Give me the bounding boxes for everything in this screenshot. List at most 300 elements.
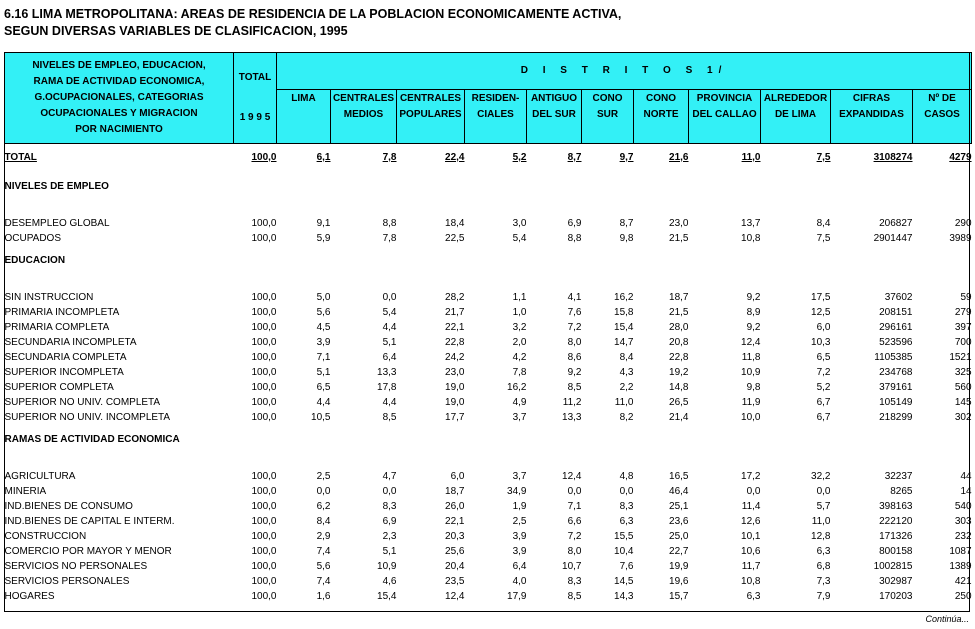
cell-value: 5,2 [816,382,831,393]
row-header-cell [5,53,234,144]
column-header-line: CIALES [477,109,514,120]
cell-value: 1,1 [512,292,527,303]
column-header [527,90,582,144]
row-label: IND.BIENES DE CONSUMO [4,501,133,512]
cell-value: 100,0 [251,591,277,602]
column-header-line: MEDIOS [343,109,384,120]
cell-value: 21,6 [669,152,689,163]
column-header [761,90,831,144]
cell-value: 28,0 [669,322,689,333]
cell-value: 6,0 [816,322,831,333]
cell-value: 15,7 [669,591,689,602]
cell-value: 9,8 [619,233,634,244]
cell-value: 700 [954,337,972,348]
cell-value: 10,9 [741,367,761,378]
cell-value: 12,8 [811,531,831,542]
row-label: SUPERIOR COMPLETA [4,382,114,393]
row-header-line: NIVELES DE EMPLEO, EDUCACION, [32,60,206,71]
cell-value: 8,5 [567,591,582,602]
cell-value: 6,7 [816,412,831,423]
column-header-line: CENTRALES [332,93,395,104]
column-header-line: ALREDEDOR [763,93,828,104]
column-header [634,90,689,144]
cell-value: 3,7 [512,471,527,482]
cell-value: 19,0 [445,397,465,408]
cell-value: 3989 [949,233,972,244]
table-row [5,589,972,606]
cell-value: 2,2 [619,382,634,393]
cell-value: 3,9 [512,531,527,542]
column-header [582,90,634,144]
cell-value: 6,1 [316,152,331,163]
cell-value: 19,0 [445,382,465,393]
table-row [5,469,972,484]
cell-value: 7,6 [619,561,634,572]
cell-value: 22,1 [445,516,465,527]
cell-value: 26,5 [669,397,689,408]
cell-value: 8,4 [316,516,331,527]
cell-value: 23,0 [445,367,465,378]
cell-value: 10,8 [741,576,761,587]
column-header-line: Nº DE [928,93,956,104]
cell-value: 14,5 [614,576,634,587]
table-row [5,499,972,514]
cell-value: 232 [954,531,972,542]
row-label: SERVICIOS NO PERSONALES [4,561,148,572]
cell-value: 11,0 [741,152,761,163]
cell-value: 18,7 [445,486,465,497]
cell-value: 14,3 [614,591,634,602]
cell-value: 302 [954,412,972,423]
cell-value: 8,4 [619,352,634,363]
cell-value: 25,1 [669,501,689,512]
cell-value: 7,3 [816,576,831,587]
cell-value: 16,5 [669,471,689,482]
spacer-row [5,202,972,216]
cell-value: 10,0 [741,412,761,423]
cell-value: 46,4 [669,486,689,497]
cell-value: 5,7 [816,501,831,512]
cell-value: 15,4 [614,322,634,333]
cell-value: 100,0 [251,576,277,587]
cell-value: 218299 [879,412,913,423]
cell-value: 2,0 [512,337,527,348]
cell-value: 5,0 [316,292,331,303]
cell-value: 1389 [949,561,972,572]
row-label: SUPERIOR NO UNIV. INCOMPLETA [4,412,171,423]
cell-value: 19,2 [669,367,689,378]
cell-value: 4,4 [382,322,397,333]
data-table [4,52,972,606]
cell-value: 222120 [879,516,913,527]
cell-value: 2,9 [316,531,331,542]
cell-value: 6,5 [316,382,331,393]
column-header-line: DEL SUR [532,109,576,120]
cell-value: 234768 [879,367,913,378]
cell-value: 398163 [879,501,913,512]
cell-value: 100,0 [251,367,277,378]
cell-value: 3,9 [316,337,331,348]
cell-value: 100,0 [251,337,277,348]
table-row [5,231,972,246]
cell-value: 3108274 [873,152,913,163]
column-header-line: CIFRAS [852,93,891,104]
row-label: SECUNDARIA INCOMPLETA [4,337,137,348]
column-header-line: PROVINCIA [696,93,753,104]
cell-value: 7,4 [316,576,331,587]
column-header [331,90,397,144]
cell-value: 5,2 [512,152,527,163]
total-header-cell [234,53,277,144]
column-header-line: CENTRALES [399,93,462,104]
cell-value: 7,2 [816,367,831,378]
row-label: AGRICULTURA [4,471,76,482]
column-header [465,90,527,144]
cell-value: 3,7 [512,412,527,423]
table-row [5,559,972,574]
column-header-line: SUR [596,109,619,120]
cell-value: 5,6 [316,561,331,572]
cell-value: 20,3 [445,531,465,542]
table-row [5,410,972,425]
cell-value: 0,0 [619,486,634,497]
section-heading-row [5,425,972,455]
cell-value: 19,9 [669,561,689,572]
row-label: PRIMARIA INCOMPLETA [4,307,120,318]
cell-value: 5,9 [316,233,331,244]
column-header-line: DE LIMA [774,109,817,120]
table-row [5,335,972,350]
section-heading-row [5,172,972,202]
cell-value: 8,3 [619,501,634,512]
column-header-line: RESIDEN- [471,93,520,104]
cell-value: 279 [954,307,972,318]
column-header-line: DEL CALLAO [692,109,757,120]
cell-value: 20,4 [445,561,465,572]
cell-value: 5,6 [316,307,331,318]
table-row [5,529,972,544]
cell-value: 800158 [879,546,913,557]
cell-value: 11,9 [741,397,761,408]
cell-value: 22,5 [445,233,465,244]
cell-value: 22,7 [669,546,689,557]
cell-value: 8,8 [382,218,397,229]
cell-value: 100,0 [251,218,277,229]
cell-value: 4,8 [619,471,634,482]
cell-value: 23,5 [445,576,465,587]
cell-value: 296161 [879,322,913,333]
cell-value: 1,6 [316,591,331,602]
cell-value: 6,9 [567,218,582,229]
cell-value: 0,0 [567,486,582,497]
cell-value: 421 [954,576,972,587]
cell-value: 8,6 [567,352,582,363]
column-header-line: ANTIGUO [530,93,578,104]
cell-value: 6,6 [567,516,582,527]
cell-value: 28,2 [445,292,465,303]
cell-value: 100,0 [251,501,277,512]
table-row [5,320,972,335]
cell-value: 6,4 [512,561,527,572]
cell-value: 21,7 [445,307,465,318]
cell-value: 1,9 [512,501,527,512]
cell-value: 37602 [884,292,913,303]
cell-value: 7,4 [316,546,331,557]
cell-value: 7,1 [567,501,582,512]
cell-value: 4,0 [512,576,527,587]
cell-value: 18,4 [445,218,465,229]
cell-value: 523596 [879,337,913,348]
cell-value: 105149 [879,397,913,408]
cell-value: 100,0 [251,412,277,423]
cell-value: 6,7 [816,397,831,408]
table-row [5,514,972,529]
column-header-line: NORTE [643,109,679,120]
cell-value: 18,7 [669,292,689,303]
cell-value: 17,5 [811,292,831,303]
cell-value: 8,2 [619,412,634,423]
cell-value: 25,0 [669,531,689,542]
cell-value: 0,0 [816,486,831,497]
row-header-line: G.OCUPACIONALES, CATEGORIAS [34,92,204,103]
section-title: NIVELES DE EMPLEO [4,181,109,192]
cell-value: 13,3 [377,367,397,378]
cell-value: 5,1 [382,337,397,348]
section-title: EDUCACION [4,255,66,266]
row-label: SECUNDARIA COMPLETA [4,352,127,363]
cell-value: 6,8 [816,561,831,572]
row-label: CONSTRUCCION [4,531,87,542]
table-title-line-2: SEGUN DIVERSAS VARIABLES DE CLASIFICACION, 1995 [4,24,348,38]
row-label: MINERIA [4,486,47,497]
column-header [913,90,972,144]
row-label: SUPERIOR NO UNIV. COMPLETA [4,397,161,408]
cell-value: 8,7 [567,152,582,163]
cell-value: 206827 [879,218,913,229]
cell-value: 0,0 [382,292,397,303]
cell-value: 8265 [890,486,913,497]
cell-value: 250 [954,591,972,602]
row-label: SUPERIOR INCOMPLETA [4,367,124,378]
cell-value: 2,5 [512,516,527,527]
cell-value: 12,4 [445,591,465,602]
table-row [5,290,972,305]
cell-value: 23,0 [669,218,689,229]
cell-value: 100,0 [251,152,277,163]
cell-value: 6,5 [816,352,831,363]
column-header [397,90,465,144]
cell-value: 208151 [879,307,913,318]
table-row [5,380,972,395]
column-header-line: POPULARES [399,109,462,120]
cell-value: 4,5 [316,322,331,333]
distritos-header: D I S T R I T O S 1/ [277,53,972,90]
total-header-year: 1 9 9 5 [239,112,271,123]
column-header-line: CONO [592,93,623,104]
cell-value: 2901447 [873,233,913,244]
cell-value: 10,1 [741,531,761,542]
cell-value: 16,2 [507,382,527,393]
cell-value: 21,5 [669,233,689,244]
cell-value: 6,0 [450,471,465,482]
cell-value: 7,2 [567,531,582,542]
cell-value: 26,0 [445,501,465,512]
cell-value: 1002815 [873,561,913,572]
total-header-top: TOTAL [238,72,272,83]
cell-value: 3,0 [512,218,527,229]
cell-value: 7,2 [567,322,582,333]
cell-value: 22,8 [669,352,689,363]
cell-value: 0,0 [382,486,397,497]
cell-value: 21,5 [669,307,689,318]
cell-value: 170203 [879,591,913,602]
cell-value: 3,2 [512,322,527,333]
cell-value: 11,0 [811,516,831,527]
row-label: DESEMPLEO GLOBAL [4,218,110,229]
section-title: RAMAS DE ACTIVIDAD ECONOMICA [4,434,180,445]
cell-value: 10,6 [741,546,761,557]
cell-value: 4,4 [382,397,397,408]
cell-value: 379161 [879,382,913,393]
cell-value: 15,8 [614,307,634,318]
column-header-line: CASOS [924,109,960,120]
table-row [5,365,972,380]
cell-value: 6,9 [382,516,397,527]
continua-note: Continúa... [925,614,969,624]
cell-value: 14,7 [614,337,634,348]
table-row [5,544,972,559]
cell-value: 540 [954,501,972,512]
cell-value: 6,3 [746,591,761,602]
cell-value: 11,0 [614,397,634,408]
cell-value: 8,9 [746,307,761,318]
row-header-line: RAMA DE ACTIVIDAD ECONOMICA, [33,76,205,87]
cell-value: 7,9 [816,591,831,602]
cell-value: 10,3 [811,337,831,348]
row-label: COMERCIO POR MAYOR Y MENOR [4,546,172,557]
cell-value: 2,5 [316,471,331,482]
cell-value: 1521 [949,352,972,363]
cell-value: 5,4 [512,233,527,244]
cell-value: 14 [960,486,972,497]
cell-value: 10,4 [614,546,634,557]
spacer-row [5,455,972,469]
cell-value: 8,0 [567,337,582,348]
cell-value: 9,2 [746,292,761,303]
cell-value: 5,1 [316,367,331,378]
cell-value: 7,1 [316,352,331,363]
table-row [5,350,972,365]
cell-value: 34,9 [507,486,527,497]
cell-value: 44 [960,471,972,482]
table-title-line-1: 6.16 LIMA METROPOLITANA: AREAS DE RESIDENCIA DE LA POBLACION ECONOMICAMENTE ACTIVA, [4,7,622,21]
table-row [5,395,972,410]
cell-value: 22,4 [445,152,465,163]
row-label: TOTAL [4,152,37,163]
cell-value: 7,6 [567,307,582,318]
cell-value: 10,7 [562,561,582,572]
cell-value: 22,1 [445,322,465,333]
table-row [5,574,972,589]
cell-value: 9,8 [746,382,761,393]
cell-value: 100,0 [251,352,277,363]
cell-value: 13,7 [741,218,761,229]
cell-value: 100,0 [251,292,277,303]
cell-value: 100,0 [251,471,277,482]
cell-value: 21,4 [669,412,689,423]
cell-value: 6,4 [382,352,397,363]
cell-value: 8,8 [567,233,582,244]
cell-value: 12,5 [811,307,831,318]
row-label: SERVICIOS PERSONALES [4,576,130,587]
section-heading-row [5,246,972,276]
cell-value: 17,7 [445,412,465,423]
cell-value: 100,0 [251,531,277,542]
total-row [5,144,972,173]
cell-value: 9,2 [567,367,582,378]
cell-value: 8,3 [567,576,582,587]
column-header-line: LIMA [291,93,316,104]
cell-value: 10,5 [311,412,331,423]
cell-value: 397 [954,322,972,333]
cell-value: 4279 [949,152,972,163]
cell-value: 32,2 [811,471,831,482]
cell-value: 10,8 [741,233,761,244]
cell-value: 16,2 [614,292,634,303]
cell-value: 4,9 [512,397,527,408]
column-header-line: EXPANDIDAS [839,109,904,120]
cell-value: 32237 [884,471,913,482]
cell-value: 1087 [949,546,972,557]
cell-value: 6,2 [316,501,331,512]
cell-value: 100,0 [251,382,277,393]
cell-value: 12,4 [741,337,761,348]
cell-value: 8,7 [619,218,634,229]
table-row [5,216,972,231]
cell-value: 100,0 [251,516,277,527]
cell-value: 13,3 [562,412,582,423]
row-label: PRIMARIA COMPLETA [4,322,110,333]
cell-value: 302987 [879,576,913,587]
cell-value: 4,6 [382,576,397,587]
row-label: SIN INSTRUCCION [4,292,94,303]
cell-value: 4,4 [316,397,331,408]
cell-value: 9,7 [619,152,634,163]
cell-value: 17,2 [741,471,761,482]
cell-value: 8,5 [382,412,397,423]
cell-value: 17,9 [507,591,527,602]
cell-value: 59 [960,292,972,303]
cell-value: 22,8 [445,337,465,348]
cell-value: 15,4 [377,591,397,602]
column-header [831,90,913,144]
cell-value: 100,0 [251,546,277,557]
row-header-line: OCUPACIONALES Y MIGRACION [40,108,198,119]
cell-value: 4,3 [619,367,634,378]
cell-value: 4,1 [567,292,582,303]
spacer-row [5,276,972,290]
row-label: HOGARES [4,591,55,602]
cell-value: 100,0 [251,307,277,318]
cell-value: 7,8 [382,152,397,163]
cell-value: 9,2 [746,322,761,333]
column-header [689,90,761,144]
cell-value: 10,9 [377,561,397,572]
cell-value: 12,4 [562,471,582,482]
cell-value: 7,5 [816,152,831,163]
cell-value: 14,8 [669,382,689,393]
cell-value: 100,0 [251,233,277,244]
